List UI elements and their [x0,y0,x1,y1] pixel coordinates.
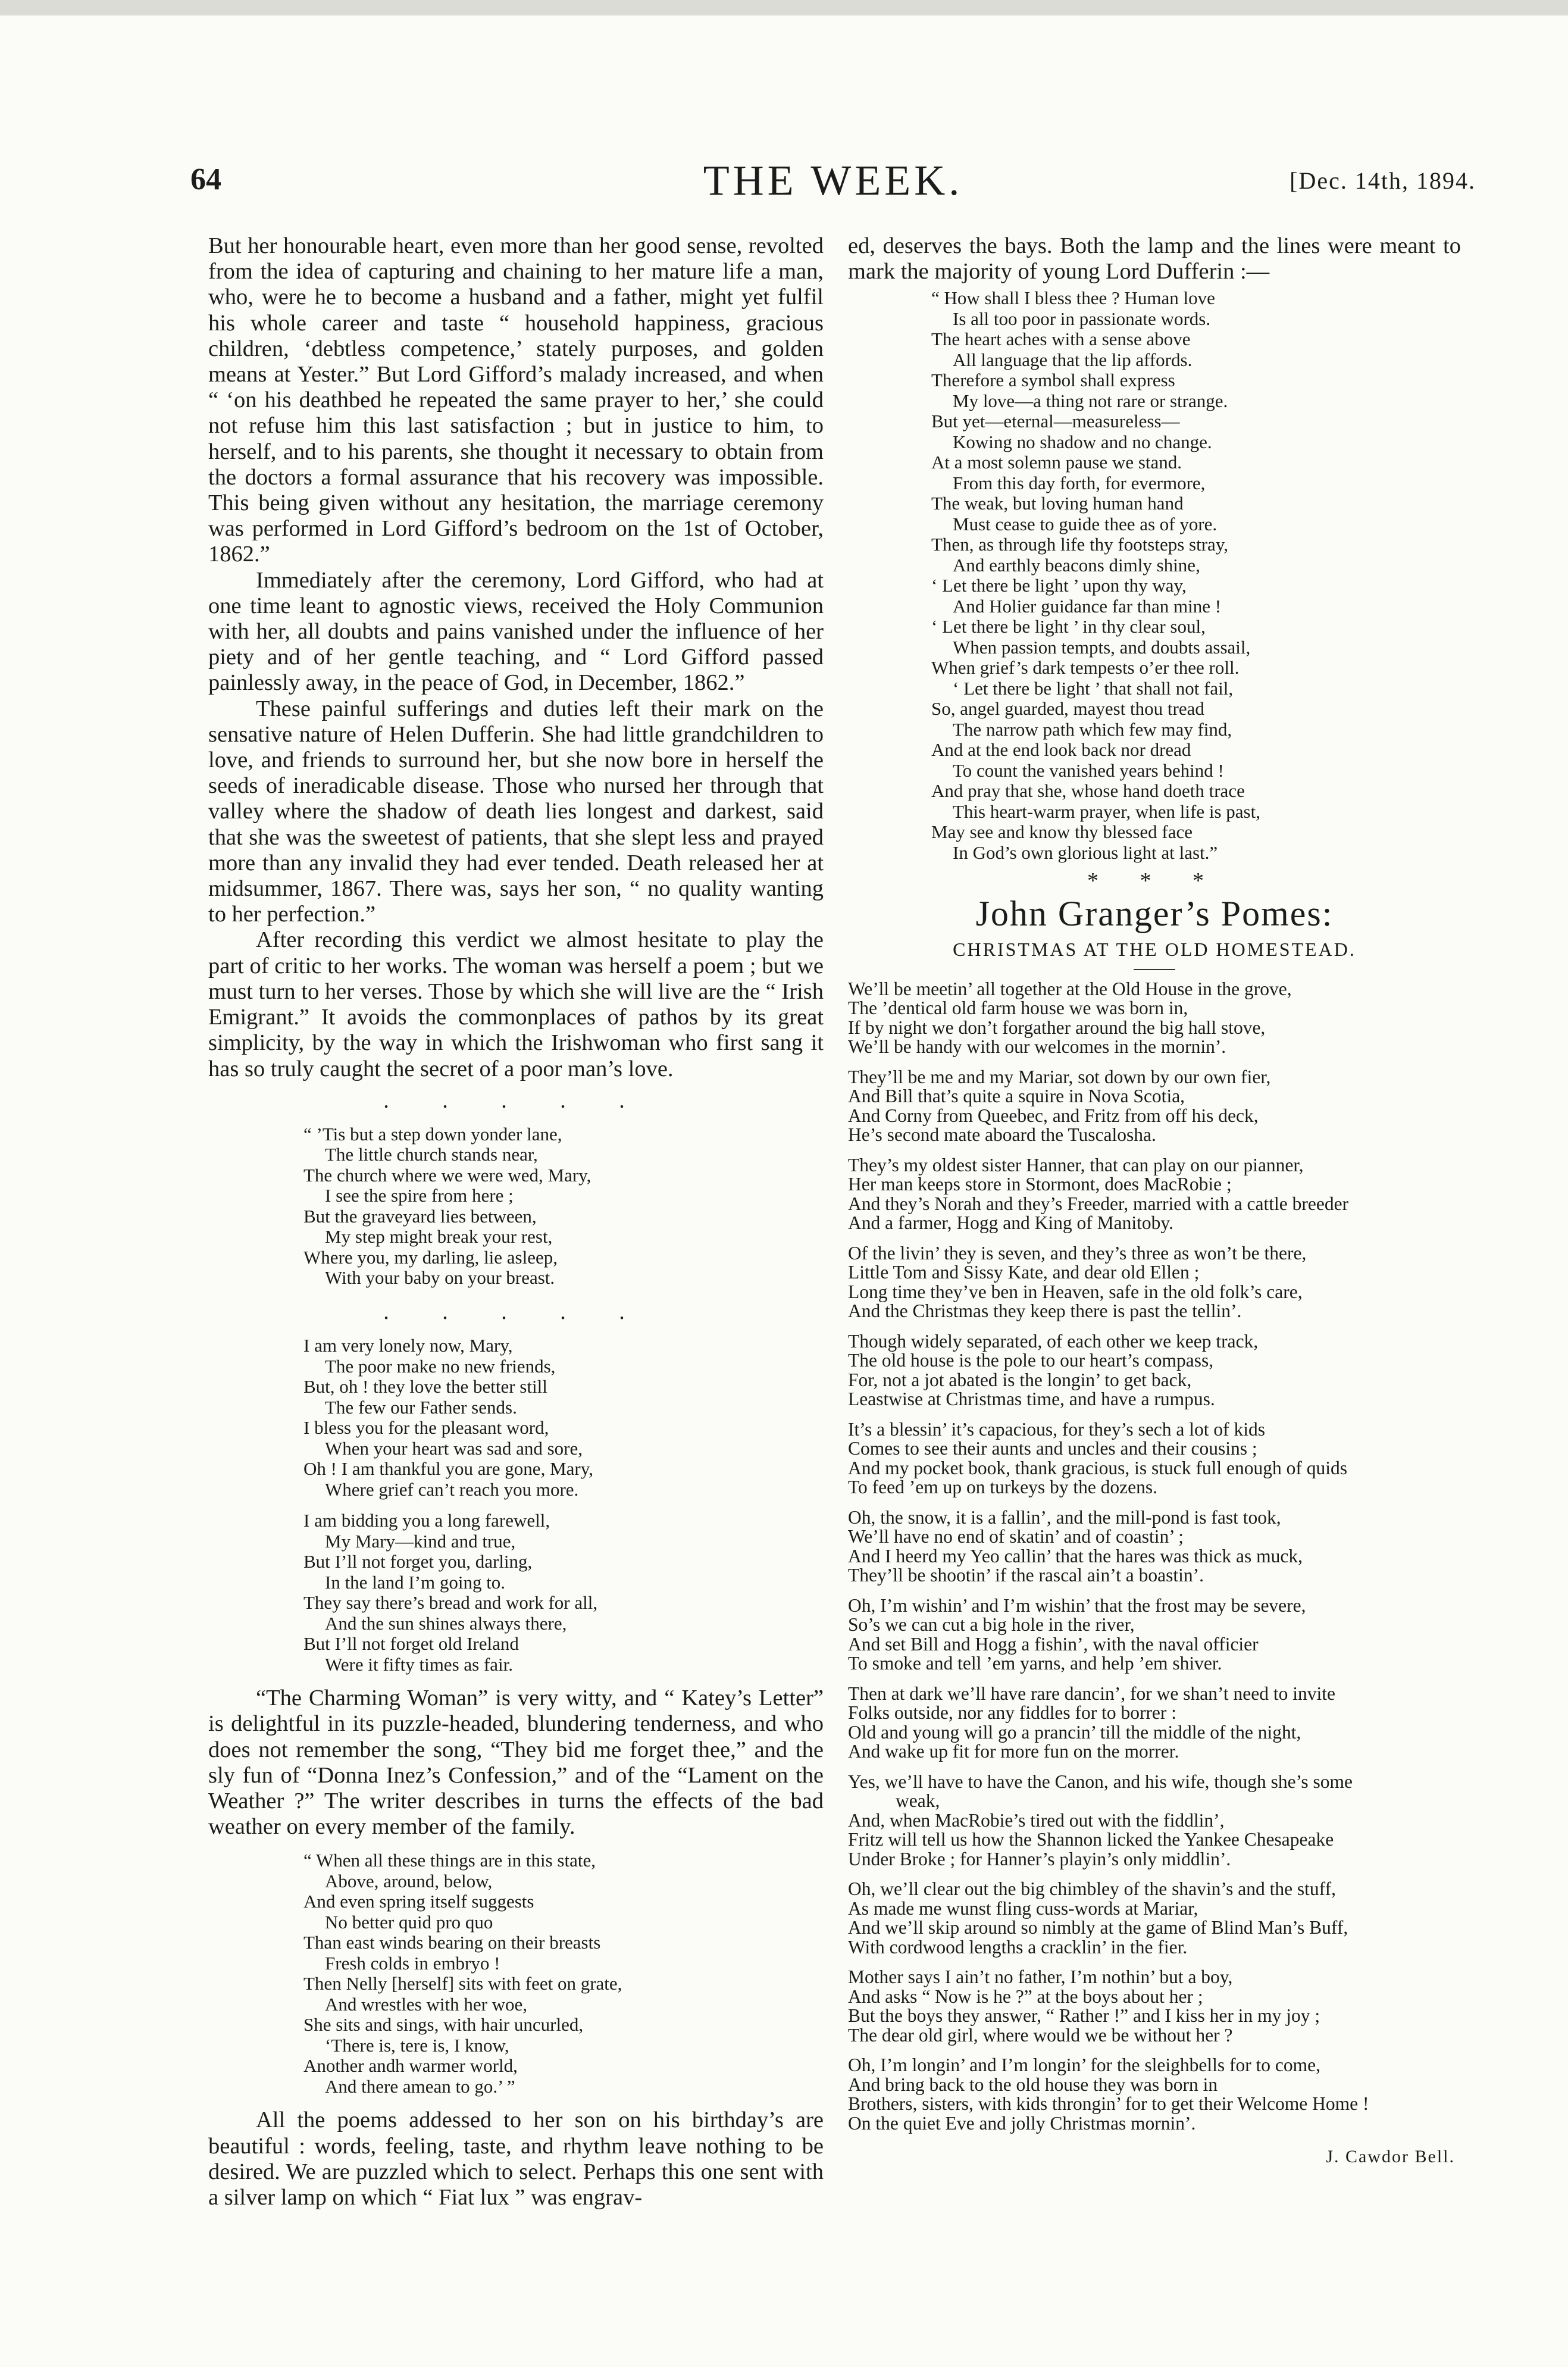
stanza-line: To smoke and tell ’em yarns, and help ’em shiver. [848,1653,1222,1674]
verse-line: Kowing no shadow and no change. [953,431,1212,452]
verse-line: And wrestles with her woe, [325,1993,528,2015]
poem-title: John Granger’s Pomes: [975,894,1334,934]
verse-line: The church where we were wed, Mary, [303,1164,591,1186]
stanza [848,1684,1461,1762]
stanza [848,1880,1461,1957]
stanza-line: And a farmer, Hogg and King of Manitoby. [848,1212,1173,1234]
stanza-line: And, when MacRobie’s tired out with the fiddlin’, [848,1809,1225,1831]
paragraph: “The Charming Woman” is very witty, and “ Katey’s Letter” is delightful in its puzzle-headed, blundering tenderness, and who does not remember the song, “They bid me forget thee,” and the sly fun of “Donna Inez’s Confession,” and of the “Lament on the Weather ?” The writer describes in turns the effects of the bad weather on every member of the family. [208,1686,824,1840]
verse-line: This heart-warm prayer, when life is past, [953,801,1260,822]
verse-line: “ ’Tis but a step down yonder lane, [303,1123,562,1145]
stanza [848,1156,1461,1233]
stanza-line: Oh, I’m wishin’ and I’m wishin’ that the frost may be severe, [848,1594,1306,1616]
stanza-line: Yes, we’ll have to have the Canon, and his wife, though she’s some [848,1771,1353,1792]
stanza-line: They’s my oldest sister Hanner, that can play on our pianner, [848,1154,1304,1175]
poem-subtitle: CHRISTMAS AT THE OLD HOMESTEAD. [953,939,1356,961]
verse-line: And Holier guidance far than mine ! [953,595,1222,617]
verse-line: Is all too poor in passionate words. [953,308,1211,329]
stanza-line: Folks outside, nor any fiddles for to borrer : [848,1702,1177,1724]
stanza [848,2056,1461,2133]
issue-date: [Dec. 14th, 1894. [1290,167,1476,194]
stanza-line: Then at dark we’ll have rare dancin’, for we shan’t need to invite [848,1683,1335,1704]
paragraph: After recording this verdict we almost hesitate to play the part of critic to her works. The woman was herself a poem ; but we must turn to her verses. Those by which she will live are the “ Irish Emigrant.” It avoids the commonplaces of pathos by its great simplicity, by the way in which the Irishwoman who first sang it has so truly caught the secret of a poor man’s love. [208,927,824,1081]
stanza-line: We’ll be meetin’ all together at the Old House in the grove, [848,978,1292,999]
stanza-line: weak, [896,1790,940,1812]
left-column [208,233,824,2210]
verse-line: ‘ Let there be light ’ upon thy way, [931,575,1187,596]
stanza [848,1068,1461,1145]
verse-line: May see and know thy blessed face [931,821,1193,843]
right-column [848,233,1461,2169]
stanza-line: Her man keeps store in Stormont, does MacRobie ; [848,1174,1232,1195]
stanza-line: And the Christmas they keep there is past the tellin’. [848,1300,1242,1322]
paragraph: ed, deserves the bays. Both the lamp and the lines were meant to mark the majority of young Lord Dufferin :— [848,233,1461,284]
verse-line: In God’s own glorious light at last.” [953,842,1218,863]
stanza-line: But the boys they answer, “ Rather !” and I kiss her in my joy ; [848,2005,1320,2027]
verse-line: My step might break your rest, [325,1226,553,1247]
ellipsis-separator: . . . . . [383,1087,649,1113]
stanza-line: Though widely separated, of each other we keep track, [848,1330,1259,1352]
verse-irish-emigrant-2 [303,1336,824,1500]
verse-line: But I’ll not forget you, darling, [303,1551,533,1572]
verse-line: The heart aches with a sense above [931,329,1191,350]
stanza-line: It’s a blessin’ it’s capacious, for they’s sech a lot of kids [848,1418,1266,1440]
verse-line: “ How shall I bless thee ? Human love [931,287,1215,309]
stanza-line: And we’ll skip around so nimbly at the game of Blind Man’s Buff, [848,1917,1348,1938]
verse-line: Oh ! I am thankful you are gone, Mary, [303,1458,593,1480]
paragraph: But her honourable heart, even more than her good sense, revolted from the idea of capturing and chaining to her mature life a man, who, were he to become a husband and a father, might yet fulfil his whole career and taste “ household happiness, gracious children, ‘debtless competence,’ stately purposes, and golden means at Yester.” But Lord Gifford’s malady increased, and when “ ‘on his deathbed he repeated the same prayer to her,’ she could not refuse him this last satisfaction ; but in justice to him, to herself, and to his parents, she thought it necessary to obtain from the doctors a formal assurance that his recovery was impossible. This being given without any hesitation, the marriage ceremony was performed in Lord Gifford’s bedroom on the 1st of October, 1862.” [208,233,824,567]
verse-line: I am bidding you a long farewell, [303,1510,550,1531]
verse-line: The poor make no new friends, [325,1355,556,1377]
verse-line: But the graveyard lies between, [303,1205,537,1227]
verse-line: And earthly beacons dimly shine, [953,554,1200,576]
stanza-line: And Bill that’s quite a squire in Nova Scotia, [848,1086,1185,1107]
ellipsis-separator: . . . . . [383,1299,649,1324]
stanza-line: To feed ’em up on turkeys by the dozens. [848,1477,1158,1498]
verse-line: Were it fifty times as fair. [325,1653,514,1675]
verse-line: Where you, my darling, lie asleep, [303,1246,558,1268]
stanza-line: If by night we don’t forgather around the big hall stove, [848,1017,1266,1038]
verse-line: At a most solemn pause we stand. [931,452,1182,473]
verse-line: I see the spire from here ; [325,1185,514,1206]
verse-line: But I’ll not forget old Ireland [303,1633,519,1655]
stanza-line: They’ll be shootin’ if the rascal ain’t a boastin’. [848,1565,1204,1586]
stanza-line: Brothers, sisters, with kids throngin’ for to get their Welcome Home ! [848,2093,1369,2115]
page-number: 64 [190,162,221,196]
verse-line: My love—a thing not rare or strange. [953,390,1228,411]
verse-line: And the sun shines always there, [325,1612,567,1634]
masthead: THE WEEK. [703,157,963,204]
scan-edge [0,0,1568,15]
stanza-line: The dear old girl, where would we be without her ? [848,2024,1233,2046]
verse-line: With your baby on your breast. [325,1267,555,1289]
verse-line: Above, around, below, [325,1870,493,1891]
verse-line: Then, as through life thy footsteps stray, [931,534,1229,555]
stanza-line: Old and young will go a prancin’ till the middle of the night, [848,1721,1301,1743]
stanza-line: And asks “ Now is he ?” at the boys about her ; [848,1985,1203,2007]
verse-line: The little church stands near, [325,1144,538,1165]
stanza-line: Oh, I’m longin’ and I’m longin’ for the sleighbells for to come, [848,2055,1321,2076]
page-header [190,156,1476,210]
stanza-line: Comes to see their aunts and uncles and their cousins ; [848,1438,1257,1459]
section-asterisks: * * * [1087,868,1222,894]
verse-lamp-poem [931,288,1461,863]
verse-line: When your heart was sad and sore, [325,1437,583,1459]
stanza-line: For, not a jot abated is the longin’ to get back, [848,1369,1192,1390]
verse-line: All language that the lip affords. [953,349,1193,370]
stanza [848,980,1461,1057]
stanza-line: With cordwood lengths a cracklin’ in the fier. [848,1936,1188,1958]
title-rule [1134,969,1175,970]
stanza-line: Oh, the snow, it is a fallin’, and the mill-pond is fast took, [848,1506,1281,1528]
verse-line: But yet—eternal—measureless— [931,411,1180,432]
verse-line: From this day forth, for evermore, [953,472,1206,493]
stanza-line: Leastwise at Christmas time, and have a rumpus. [848,1389,1215,1410]
paragraph: Immediately after the ceremony, Lord Gifford, who had at one time leant to agnostic views, received the Holy Communion with her, all doubts and pains vanished under the influence of her piety and of her gentle teaching, and “ Lord Gifford passed painlessly away, in the peace of God, in December, 1862.” [208,567,824,696]
verse-line: Then Nelly [herself] sits with feet on grate, [303,1973,622,1994]
stanza [848,1332,1461,1409]
verse-irish-emigrant-3 [303,1511,824,1675]
verse-line: To count the vanished years behind ! [953,759,1224,781]
verse-line: When passion tempts, and doubts assail, [953,636,1251,658]
verse-line: I am very lonely now, Mary, [303,1335,513,1356]
stanza-line: The ’dentical old farm house we was born in, [848,998,1188,1019]
stanza-line: And bring back to the old house they was born in [848,2074,1218,2095]
stanza [848,1420,1461,1497]
verse-irish-emigrant-1 [303,1124,824,1289]
verse-line: And pray that she, whose hand doeth trace [931,780,1245,802]
verse-lament-on-weather [303,1850,824,2097]
stanza-line: Under Broke ; for Hanner’s playin’s only middlin’. [848,1848,1231,1869]
verse-line: They say there’s bread and work for all, [303,1592,598,1614]
stanza-line: The old house is the pole to our heart’s compass, [848,1350,1214,1371]
verse-line: The few our Father sends. [325,1396,517,1418]
verse-line: And there amean to go.’ ” [325,2075,515,2097]
stanza [848,1244,1461,1321]
stanza-line: They’ll be me and my Mariar, sot down by our own fier, [848,1066,1271,1087]
stanza-line: So’s we can cut a big hole in the river, [848,1614,1135,1636]
verse-line: So, angel guarded, mayest thou tread [931,698,1204,720]
stanza-line: Long time they’ve ben in Heaven, safe in the old folk’s care, [848,1281,1303,1302]
stanza-line: And Corny from Queebec, and Fritz from off his deck, [848,1105,1259,1126]
verse-line: Than east winds bearing on their breasts [303,1932,601,1953]
stanza-line: Of the livin’ they is seven, and they’s three as won’t be there, [848,1242,1307,1264]
stanza-line: We’ll be handy with our welcomes in the mornin’. [848,1036,1226,1058]
verse-line: ‘ Let there be light ’ in thy clear soul, [931,616,1206,637]
verse-line: Fresh colds in embryo ! [325,1952,500,1974]
author-signature: J. Cawdor Bell. [1326,2147,1455,2167]
verse-line: ‘ Let there be light ’ that shall not fail, [953,677,1234,699]
stanza-line: And my pocket book, thank gracious, is stuck full enough of quids [848,1457,1348,1478]
verse-line: No better quid pro quo [325,1911,493,1933]
stanza-line: And I heerd my Yeo callin’ that the hares was thick as muck, [848,1545,1303,1566]
stanza-line: As made me wunst fling cuss-words at Mariar, [848,1897,1198,1919]
stanza-line: Little Tom and Sissy Kate, and dear old Ellen ; [848,1262,1200,1283]
stanza [848,1968,1461,2045]
verse-line: My Mary—kind and true, [325,1530,516,1552]
paragraph: All the poems addessed to her son on his birthday’s are beautiful : words, feeling, taste, and rhythm leave nothing to be desired. We are puzzled which to select. Perhaps this one sent with a silver lamp on which “ Fiat lux ” was engrav- [208,2108,824,2210]
stanza-line: And wake up fit for more fun on the morrer. [848,1741,1179,1762]
verse-line: The narrow path which few may find, [953,718,1232,740]
stanza-line: On the quiet Eve and jolly Christmas mornin’. [848,2112,1196,2134]
stanza-line: Oh, we’ll clear out the big chimbley of the shavin’s and the stuff, [848,1878,1336,1900]
stanza-line: Fritz will tell us how the Shannon licked the Yankee Chesapeake [848,1829,1334,1850]
stanza-line: And set Bill and Hogg a fishin’, with the naval officier [848,1633,1259,1655]
verse-line: When grief’s dark tempests o’er thee roll. [931,657,1240,678]
stanza-line: We’ll have no end of skatin’ and of coastin’ ; [848,1526,1184,1547]
verse-line: And even spring itself suggests [303,1891,534,1912]
verse-line: I bless you for the pleasant word, [303,1417,549,1439]
stanza [848,1508,1461,1586]
stanza-line: And they’s Norah and they’s Freeder, married with a cattle breeder [848,1193,1349,1214]
stanza [848,1596,1461,1674]
verse-line: But, oh ! they love the better still [303,1376,547,1397]
verse-line: ‘There is, tere is, I know, [325,2034,509,2056]
stanza-line: Mother says I ain’t no father, I’m nothin’ but a boy, [848,1966,1233,1988]
verse-line: Another andh warmer world, [303,2055,518,2077]
stanza-line: He’s second mate aboard the Tuscalosha. [848,1124,1156,1146]
verse-line: Where grief can’t reach you more. [325,1478,579,1500]
verse-line: Therefore a symbol shall express [931,370,1175,391]
stanza [848,1772,1461,1869]
paragraph: These painful sufferings and duties left their mark on the sensative nature of Helen Dufferin. She had little grandchildren to love, and friends to surround her, but she now bore in herself the seeds of ineradicable disease. Those who nursed her through that valley where the shadow of death lies longest and darkest, said that she was the sweetest of patients, that she slept less and prayed more than any invalid they had ever tended. Death released her at midsummer, 1867. There was, says her son, “ no quality wanting to her perfection.” [208,696,824,927]
verse-line: The weak, but loving human hand [931,493,1184,514]
verse-line: Must cease to guide thee as of yore. [953,513,1218,534]
verse-line: She sits and sings, with hair uncurled, [303,2014,584,2035]
verse-line: And at the end look back nor dread [931,739,1191,761]
verse-line: “ When all these things are in this state, [303,1850,596,1871]
verse-line: In the land I’m going to. [325,1571,506,1593]
